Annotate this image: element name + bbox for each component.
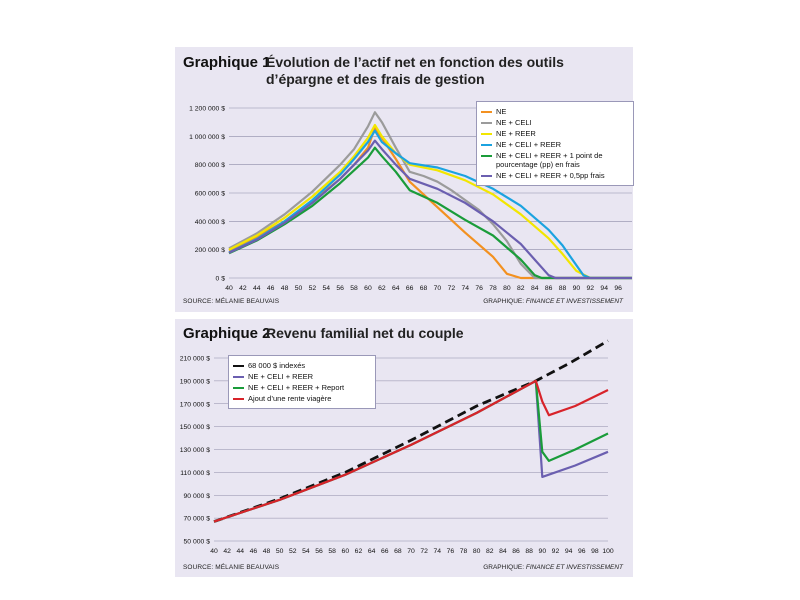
legend-item (481, 107, 629, 116)
chart-1-source: SOURCE: MÉLANIE BEAUVAIS (183, 298, 280, 305)
x-tick-label: 96 (614, 285, 622, 292)
legend-item (481, 171, 629, 180)
x-tick-label: 54 (322, 285, 331, 292)
x-tick-label: 84 (499, 548, 507, 555)
x-tick-label: 86 (544, 285, 553, 292)
x-tick-label: 58 (350, 285, 358, 292)
x-tick-label: 48 (262, 548, 271, 555)
x-tick-label: 76 (446, 548, 455, 555)
x-tick-label: 64 (391, 285, 400, 292)
legend-label: Ajout d’une rente viagère (248, 394, 332, 403)
legend-item (233, 383, 371, 392)
legend-label: NE + CELI + REER + 0,5pp frais (496, 171, 605, 180)
x-tick-label: 60 (341, 548, 350, 555)
x-tick-label: 60 (364, 285, 372, 292)
y-tick-label: 0 $ (215, 275, 225, 283)
x-tick-label: 68 (394, 548, 402, 555)
chart-2-credit-name: FINANCE ET INVESTISSEMENT (525, 564, 623, 571)
x-tick-label: 52 (289, 548, 297, 555)
y-tick-label: 130 000 $ (179, 447, 210, 454)
legend-label: NE + CELI + REER + Report (248, 383, 345, 392)
legend-swatch (233, 376, 244, 378)
x-tick-label: 68 (419, 285, 428, 292)
y-tick-label: 110 000 $ (180, 469, 210, 477)
y-tick-label: 210 000 $ (179, 355, 210, 363)
y-tick-label: 800 000 $ (194, 162, 225, 170)
x-tick-label: 42 (223, 548, 231, 555)
legend-swatch (481, 122, 492, 124)
legend-label: NE + CELI + REER + 1 point de pourcentage (pp) en frais (496, 151, 603, 169)
x-tick-label: 70 (433, 285, 442, 292)
chart-2-title: Revenu familial net du couple (266, 325, 464, 341)
legend-label: NE + CELI (496, 118, 532, 127)
x-tick-label: 84 (530, 285, 539, 292)
x-tick-label: 100 (602, 548, 614, 555)
legend-label: NE + CELI + REER (496, 140, 562, 149)
x-tick-label: 88 (558, 285, 567, 292)
legend-label: NE (496, 107, 507, 116)
chart-2-number: Graphique 2 (183, 325, 271, 342)
legend-label: 68 000 $ indexés (248, 361, 306, 370)
y-tick-label: 150 000 $ (179, 424, 210, 432)
chart-2-credit (483, 564, 623, 571)
y-tick-label: 50 000 $ (183, 538, 210, 546)
y-tick-label: 600 000 $ (194, 190, 225, 198)
x-tick-label: 44 (253, 285, 261, 292)
legend-item (233, 372, 371, 381)
legend-item (233, 394, 371, 403)
x-tick-label: 46 (249, 548, 258, 555)
x-tick-label: 74 (461, 285, 470, 292)
x-tick-label: 92 (586, 285, 595, 292)
x-tick-label: 78 (459, 548, 468, 555)
legend-swatch (233, 398, 244, 400)
legend-swatch (481, 155, 492, 157)
legend-swatch (481, 144, 492, 146)
x-tick-label: 80 (503, 285, 511, 292)
chart-panel-1 (175, 47, 633, 312)
x-tick-label: 86 (512, 548, 520, 555)
x-tick-label: 66 (405, 285, 414, 292)
y-tick-label: 400 000 $ (194, 218, 225, 226)
legend-swatch (233, 387, 244, 389)
legend-swatch (481, 133, 492, 135)
x-tick-label: 96 (577, 548, 586, 555)
x-tick-label: 88 (525, 548, 533, 555)
chart-panel-2 (175, 319, 633, 577)
x-tick-label: 40 (225, 285, 233, 292)
x-tick-label: 50 (275, 548, 284, 555)
chart-2-credit-prefix: GRAPHIQUE: (483, 564, 526, 571)
x-tick-label: 44 (236, 548, 245, 555)
legend-swatch (481, 175, 492, 177)
x-tick-label: 78 (489, 285, 497, 292)
x-tick-label: 64 (367, 548, 376, 555)
x-tick-label: 56 (315, 548, 323, 555)
legend-item (481, 151, 629, 169)
x-tick-label: 80 (472, 548, 481, 555)
x-tick-label: 72 (420, 548, 428, 555)
x-tick-label: 82 (517, 285, 525, 292)
x-tick-label: 56 (336, 285, 344, 292)
legend-item (481, 129, 629, 138)
x-tick-label: 76 (475, 285, 483, 292)
y-tick-label: 170 000 $ (179, 401, 210, 409)
legend-swatch (233, 365, 244, 367)
x-tick-label: 92 (551, 548, 560, 555)
x-tick-label: 48 (280, 285, 289, 292)
y-tick-label: 190 000 $ (179, 378, 210, 386)
x-tick-label: 82 (486, 548, 494, 555)
chart-1-credit (483, 298, 623, 305)
y-tick-label: 1 200 000 $ (189, 105, 225, 113)
chart-2-source: SOURCE: MÉLANIE BEAUVAIS (183, 564, 280, 571)
legend-item (233, 361, 371, 370)
x-tick-label: 66 (380, 548, 389, 555)
chart-1-number: Graphique 1 (183, 54, 271, 71)
x-tick-label: 74 (433, 548, 442, 555)
y-tick-label: 70 000 $ (183, 515, 210, 523)
x-tick-label: 62 (378, 285, 386, 292)
legend-swatch (481, 111, 492, 113)
legend-label: NE + REER (496, 129, 536, 138)
x-tick-label: 40 (210, 548, 218, 555)
x-tick-label: 70 (407, 548, 415, 555)
x-tick-label: 94 (600, 285, 608, 292)
chart-1-credit-name: FINANCE ET INVESTISSEMENT (525, 298, 623, 305)
x-tick-label: 98 (591, 548, 599, 555)
legend-item (481, 118, 629, 127)
chart-1-legend (476, 101, 634, 186)
chart-1-title: Évolution de l’actif net en fonction des outils d’épargne et des frais de gestion (266, 54, 564, 87)
y-tick-label: 90 000 $ (183, 492, 210, 500)
y-tick-label: 200 000 $ (194, 247, 225, 255)
x-tick-label: 42 (239, 285, 247, 292)
y-tick-label: 1 000 000 $ (189, 133, 225, 141)
chart-2-legend (228, 355, 376, 409)
x-tick-label: 46 (266, 285, 275, 292)
legend-item (481, 140, 629, 149)
x-tick-label: 52 (308, 285, 317, 292)
x-tick-label: 72 (447, 285, 456, 292)
x-tick-label: 94 (564, 548, 573, 555)
chart-1-credit-prefix: GRAPHIQUE: (483, 298, 526, 305)
legend-label: NE + CELI + REER (248, 372, 314, 381)
x-tick-label: 58 (328, 548, 336, 555)
x-tick-label: 90 (538, 548, 547, 555)
x-tick-label: 62 (354, 548, 363, 555)
x-tick-label: 50 (294, 285, 303, 292)
x-tick-label: 90 (572, 285, 581, 292)
x-tick-label: 54 (302, 548, 310, 555)
